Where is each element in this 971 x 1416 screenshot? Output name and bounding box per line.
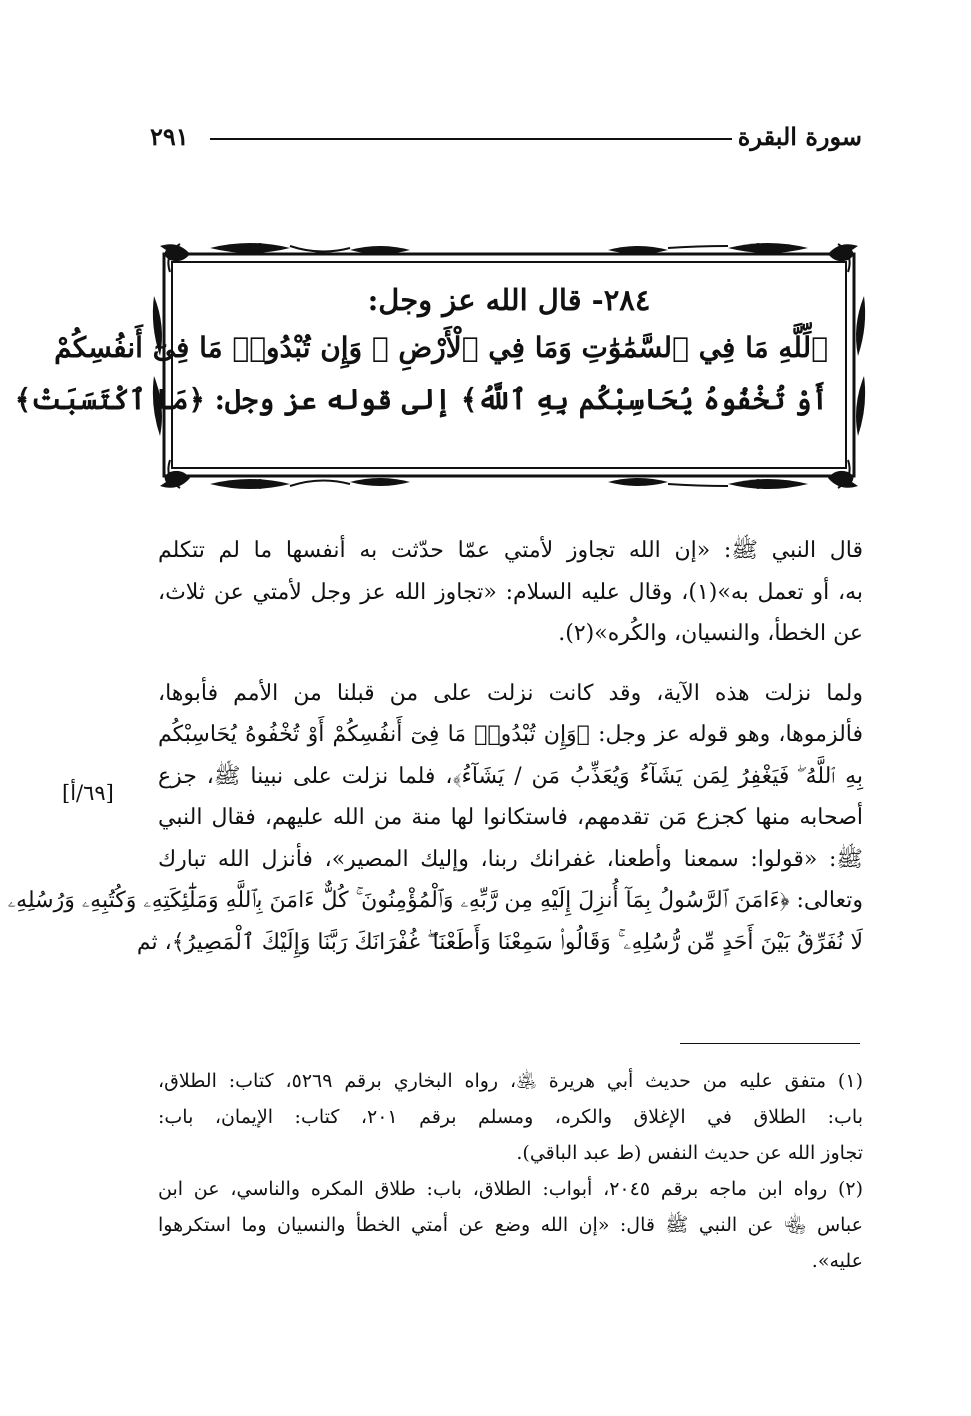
text-line: فألزموها، وهو قوله عز وجل: ﴿وَإِن تُبْدُوا۟ مَا فِىٓ أَنفُسِكُمْ أَوْ تُخْفُوهُ يُحَاسِبْكُم [158, 722, 863, 747]
footnote [158, 1171, 863, 1279]
footnote [158, 1063, 863, 1171]
text-line: أصحابه منها كجزع مَن تقدمهم، فاستكانوا لها منة من الله عليهم، فقال النبي [158, 805, 863, 830]
text-line: عن الخطأ، والنسيان، والكُره»(٢). [558, 621, 863, 646]
text-line: وتعالى: ﴿ءَامَنَ ٱلرَّسُولُ بِمَآ أُنزِلَ إِلَيْهِ مِن رَّبِّهِۦ وَٱلْمُؤْمِنُونَ ۚ كُلٌّ ءَامَنَ بِٱللَّهِ وَمَلَٰٓئِكَتِهِۦ وَكُتُبِهِۦ وَرُسُلِهِۦ [7, 888, 863, 913]
verse-text-line: ﴿لِّلَّهِ مَا فِي ٱلسَّمَٰوَٰتِ وَمَا فِي ٱلْأَرْضِ ۗ وَإِن تُبْدُوا۟ مَا فِىٓ أَنفُسِكُمْ [54, 331, 828, 364]
text-line: قال النبي ﷺ: «إن الله تجاوز لأمتي عمّا حدّثت به أنفسها ما لم تتكلم [158, 538, 863, 563]
page-number: ٢٩١ [150, 122, 195, 151]
paragraph [158, 530, 863, 655]
footnote-line: عباس ﵄ عن النبي ﷺ قال: «إن الله وضع عن أمتي الخطأ والنسيان وما استكرهوا [158, 1214, 863, 1236]
text-line: ﷺ: «قولوا: سمعنا وأطعنا، غفرانك ربنا، وإليك المصير»، فأنزل الله تبارك [158, 846, 863, 872]
text-line: لَا نُفَرِّقُ بَيْنَ أَحَدٍ مِّن رُّسُلِهِۦ ۚ وَقَالُوا۟ سَمِعْنَا وَأَطَعْنَا ۖ غُفْرَانَكَ رَبَّنَا وَإِلَيْكَ ٱلْمَصِيرُ﴾، ثم [136, 929, 863, 955]
footnote-line: تجاوز الله عن حديث النفس (ط عبد الباقي). [516, 1142, 863, 1164]
footnote-line: (١) متفق عليه من حديث أبي هريرة ﵁، رواه البخاري برقم ٥٢٦٩، كتاب: الطلاق، [158, 1070, 863, 1092]
footnote-separator [680, 1043, 860, 1044]
footnote-line: باب: الطلاق في الإغلاق والكره، ومسلم برقم ٢٠١، كتاب: الإيمان، باب: [158, 1106, 864, 1128]
footnote-line: (٢) رواه ابن ماجه برقم ٢٠٤٥، أبواب: الطلاق، باب: طلاق المكره والناسي، عن ابن [158, 1178, 864, 1200]
running-header [150, 122, 862, 156]
verse-ornamental-frame [14, 236, 868, 496]
surah-title: سورة البقرة [732, 122, 862, 151]
verse-text-line: أَوْ تُخْفُوهُ يُحَاسِبْكُم بِهِ ٱللَّهُ﴾ إلى قوله عز وجل: ﴿مَا ٱكْتَسَبَتْ﴾ [14, 383, 828, 416]
verse-box-content [14, 276, 828, 460]
verse-heading: ٢٨٤- قال الله عز وجل: [367, 283, 651, 317]
footnote-line: عليه». [811, 1250, 863, 1272]
text-line: ولما نزلت هذه الآية، وقد كانت نزلت على من قبلنا من الأمم فأبوها، [158, 680, 863, 706]
text-line: به، أو تعمل به»(١)، وقال عليه السلام: «تجاوز الله عز وجل لأمتي عن ثلاث، [158, 579, 864, 605]
manuscript-folio-marker: [٦٩/أ] [62, 781, 114, 805]
text-line: بِهِ ٱللَّهُ ۖ فَيَغْفِرُ لِمَن يَشَآءُ وَيُعَذِّبُ مَن / يَشَآءُ﴾، فلما نزلت على نبينا ﷺ، جزع [158, 763, 863, 789]
header-rule [210, 138, 732, 140]
footnotes [158, 1063, 863, 1279]
